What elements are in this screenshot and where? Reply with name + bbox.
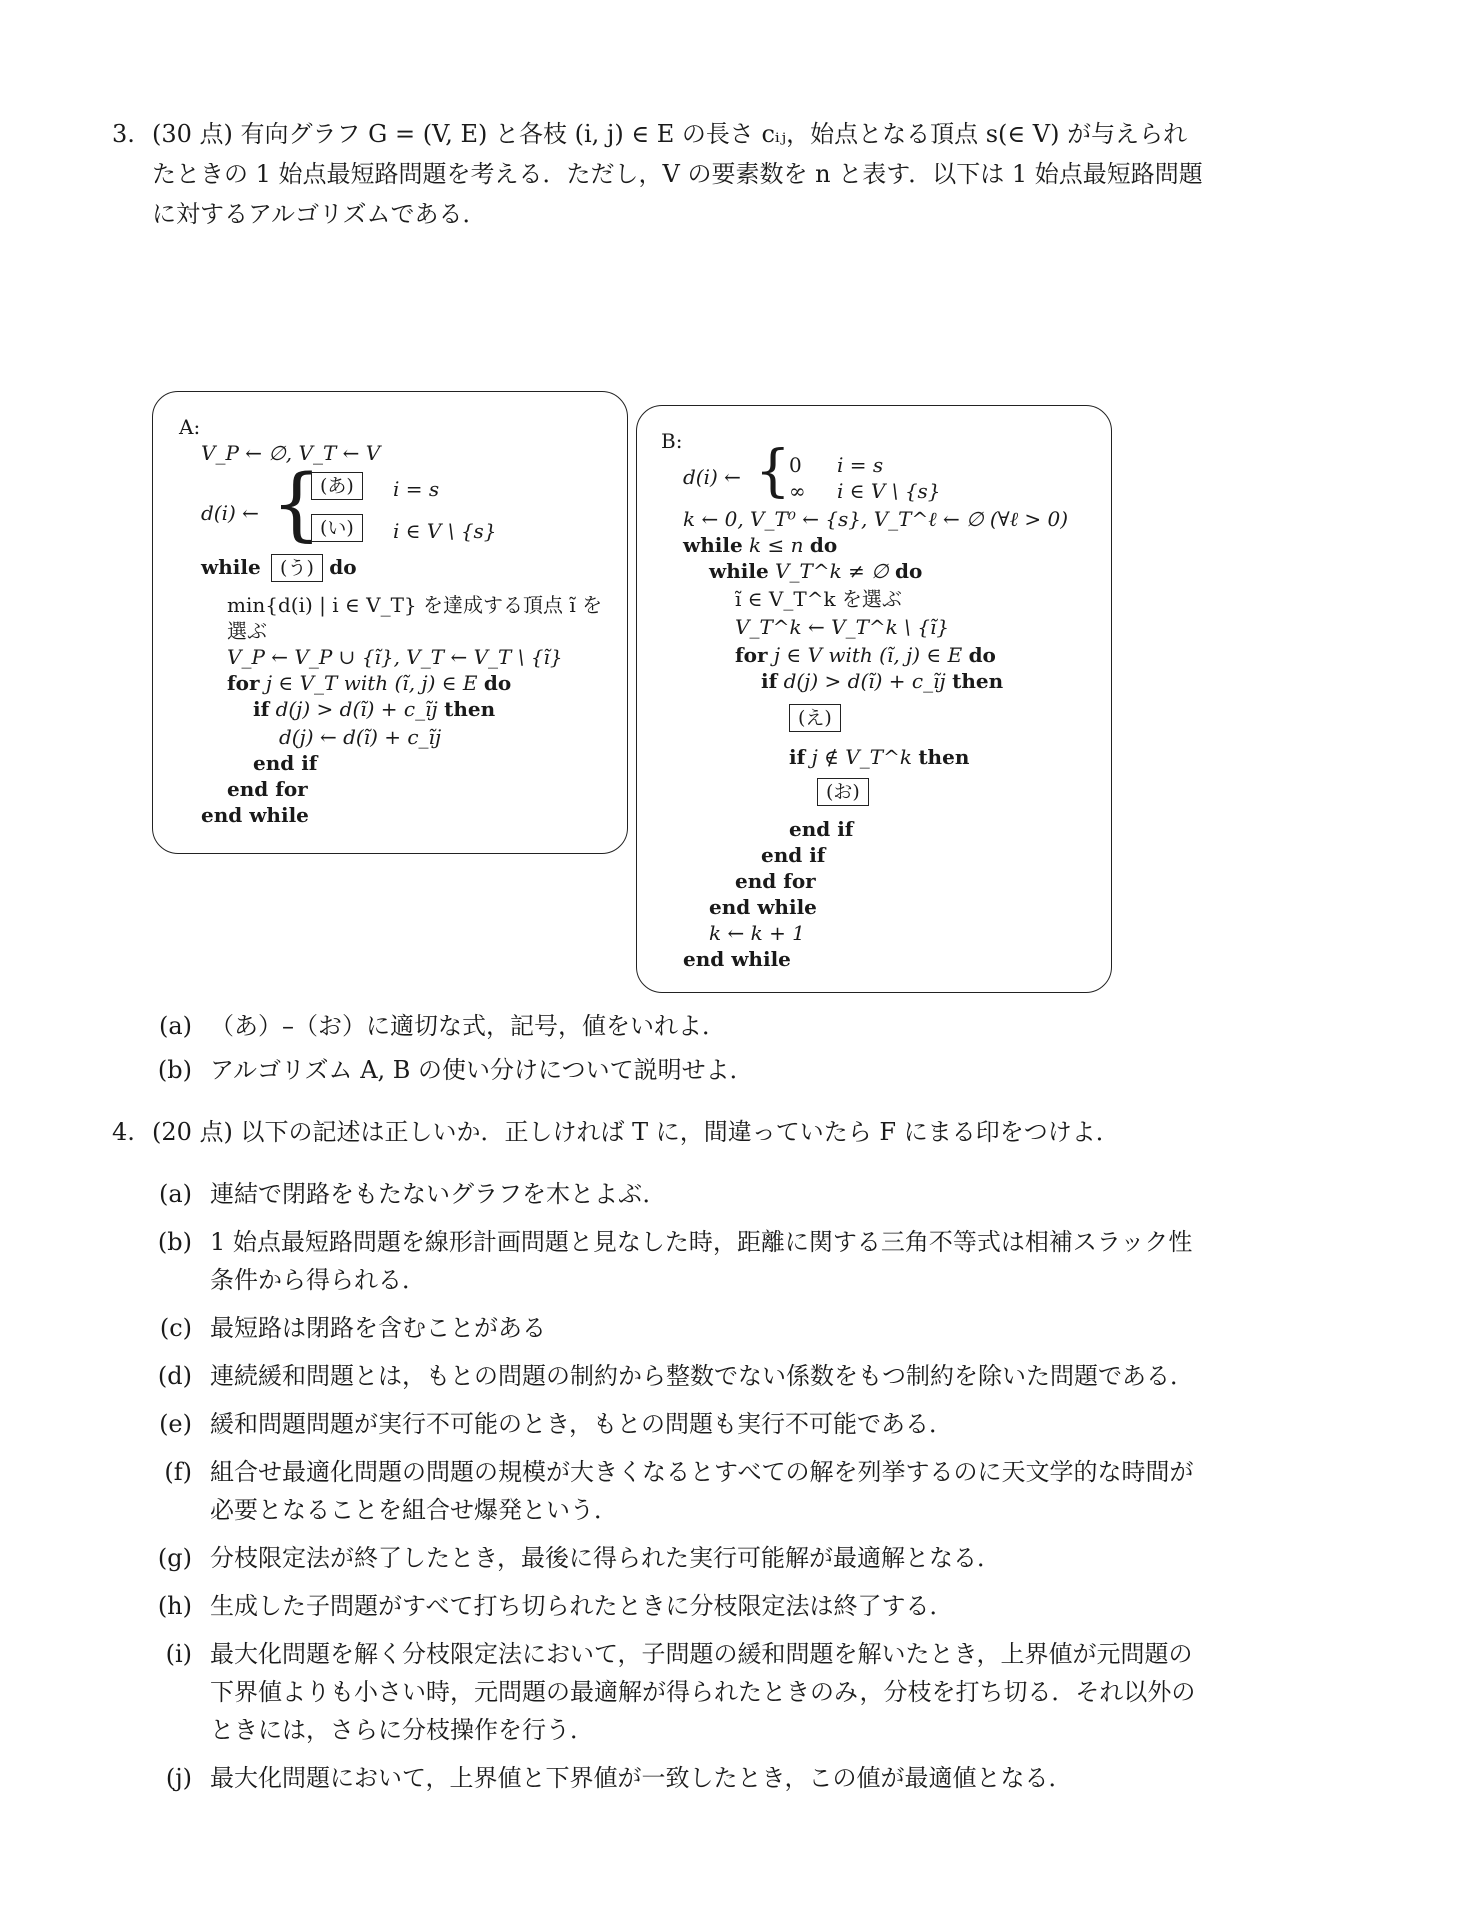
algo-a-blank-a: (あ) [311, 472, 363, 500]
algo-a-line-min: min{d(i) | i ∈ V_T} を達成する頂点 ĩ を [227, 593, 603, 617]
algo-a-brace: { [271, 457, 322, 550]
algorithm-a-box [152, 391, 628, 854]
q4-item-label: (d) [157, 1362, 192, 1390]
q4-item-text-line-1: 分枝限定法が終了したとき，最後に得られた実行可能解が最適解となる． [210, 1544, 1002, 1572]
algo-b-val-2: ∞ [789, 479, 806, 503]
q4-item-label: (e) [159, 1410, 192, 1438]
algo-b-brace: { [755, 439, 791, 504]
q4-item-text-line-3: ときには，さらに分枝操作を行う． [210, 1716, 594, 1744]
algo-a-end-if: end if [253, 751, 318, 775]
q4-item-label: (i) [165, 1640, 192, 1668]
algo-a-cond-1: i = s [393, 477, 440, 501]
algo-a-end-while: end while [201, 803, 309, 827]
q4-item-text-line-2: 必要となることを組合せ爆発という． [210, 1496, 618, 1524]
algo-b-end-for: end for [735, 869, 816, 893]
algo-b-d-label: d(i) ← [683, 465, 741, 489]
q4-item-text-line-1: 1 始点最短路問題を線形計画問題と見なした時，距離に関する三角不等式は相補スラック性 [210, 1228, 1193, 1256]
q4-item-text-line-2: 下界値よりも小さい時，元問題の最適解が得られたときのみ，分枝を打ち切る．それ以外の [210, 1678, 1196, 1706]
q3-sub-b-text: アルゴリズム A, B の使い分けについて説明せよ． [210, 1056, 754, 1084]
algo-b-for-line: for j ∈ V with (ĩ, j) ∈ E do [735, 643, 996, 667]
q4-item-label: (b) [157, 1228, 192, 1256]
algo-b-blank-o: (お) [817, 778, 869, 806]
algo-b-end-while-outer: end while [683, 947, 791, 971]
algo-b-while-inner: while V_T^k ≠ ∅ do [709, 559, 923, 583]
q3-line-2: たときの 1 始点最短路問題を考える．ただし，V の要素数を n と表す．以下は 1 始点最短路問題 [152, 160, 1203, 188]
algo-a-line-relax: d(j) ← d(ĩ) + c_ĩj [279, 725, 442, 749]
algo-a-if-line: if d(j) > d(ĩ) + c_ĩj then [253, 697, 496, 721]
algo-a-line-update-sets: V_P ← V_P ∪ {ĩ}, V_T ← V_T \ {ĩ} [227, 645, 563, 669]
algo-b-line-init: k ← 0, V_T⁰ ← {s}, V_T^ℓ ← ∅ (∀ℓ > 0) [683, 507, 1069, 531]
algo-b-while-outer: while k ≤ n do [683, 533, 838, 557]
algo-a-for-line: for j ∈ V_T with (ĩ, j) ∈ E do [227, 671, 512, 695]
q3-sub-b-label: (b) [157, 1056, 192, 1084]
algo-a-while-line: while (う) do [201, 554, 357, 582]
algo-a-line-init: V_P ← ∅, V_T ← V [201, 441, 381, 465]
q4-item-text-line-1: 連続緩和問題とは，もとの問題の制約から整数でない係数をもつ制約を除いた問題である． [210, 1362, 1194, 1390]
algo-b-line-increment: k ← k + 1 [709, 921, 805, 945]
q4-item-text-line-1: 緩和問題問題が実行不可能のとき，もとの問題も実行不可能である． [210, 1410, 954, 1438]
q3-sub-a-text: （あ）–（お）に適切な式，記号，値をいれよ． [210, 1012, 726, 1040]
q4-item-label: (j) [165, 1764, 192, 1792]
algo-b-end-if-outer: end if [761, 843, 826, 867]
algo-a-d-label: d(i) ← [201, 501, 259, 525]
algo-a-blank-i: (い) [311, 514, 363, 542]
q4-item-label: (f) [164, 1458, 192, 1486]
algo-b-cond-1: i = s [837, 453, 884, 477]
q3-sub-a-label: (a) [158, 1012, 192, 1040]
algo-b-blank-e: (え) [789, 704, 841, 732]
q4-item-label: (c) [159, 1314, 192, 1342]
q3-line-3: に対するアルゴリズムである． [152, 200, 487, 228]
q3-line-1: (30 点) 有向グラフ G = (V, E) と各枝 (i, j) ∈ E の長さ cᵢⱼ，始点となる頂点 s(∈ V) が与えられ [152, 120, 1188, 148]
algo-a-cond-2: i ∈ V \ {s} [393, 519, 497, 543]
q4-item-label: (a) [158, 1180, 192, 1208]
algo-b-title: B: [661, 429, 683, 453]
q4-number: 4. [112, 1118, 135, 1146]
algo-b-val-1: 0 [789, 453, 802, 477]
q4-intro: (20 点) 以下の記述は正しいか．正しければ T に，間違っていたら F にまる印をつけよ． [152, 1118, 1120, 1146]
algo-b-end-while-inner: end while [709, 895, 817, 919]
q4-item-label: (h) [157, 1592, 192, 1620]
q3-number: 3. [112, 120, 135, 148]
algo-b-line-select: ĩ ∈ V_T^k を選ぶ [735, 587, 902, 611]
q4-item-text-line-1: 最大化問題において，上界値と下界値が一致したとき，この値が最適値となる． [210, 1764, 1073, 1792]
algo-b-if-line: if d(j) > d(ĩ) + c_ĩj then [761, 669, 1004, 693]
algo-b-end-if-inner: end if [789, 817, 854, 841]
q4-item-text-line-1: 生成した子問題がすべて打ち切られたときに分枝限定法は終了する． [210, 1592, 954, 1620]
q4-item-text-line-2: 条件から得られる． [210, 1266, 426, 1294]
q4-item-text-line-1: 組合せ最適化問題の問題の規模が大きくなるとすべての解を列挙するのに天文学的な時間が [210, 1458, 1194, 1486]
algo-a-line-select: 選ぶ [227, 619, 267, 643]
algo-b-cond-2: i ∈ V \ {s} [837, 479, 941, 503]
q4-item-label: (g) [157, 1544, 192, 1572]
algo-a-title: A: [179, 415, 201, 439]
algo-b-line-remove: V_T^k ← V_T^k \ {ĩ} [735, 615, 950, 639]
algo-a-end-for: end for [227, 777, 308, 801]
q4-item-text-line-1: 連結で閉路をもたないグラフを木とよぶ． [210, 1180, 667, 1208]
algorithm-b-box [636, 405, 1112, 993]
q4-item-text-line-1: 最大化問題を解く分枝限定法において，子問題の緩和問題を解いたとき，上界値が元問題の [210, 1640, 1193, 1668]
q4-item-text-line-1: 最短路は閉路を含むことがある [210, 1314, 546, 1342]
algo-b-if-not-in: if j ∉ V_T^k then [789, 745, 970, 769]
